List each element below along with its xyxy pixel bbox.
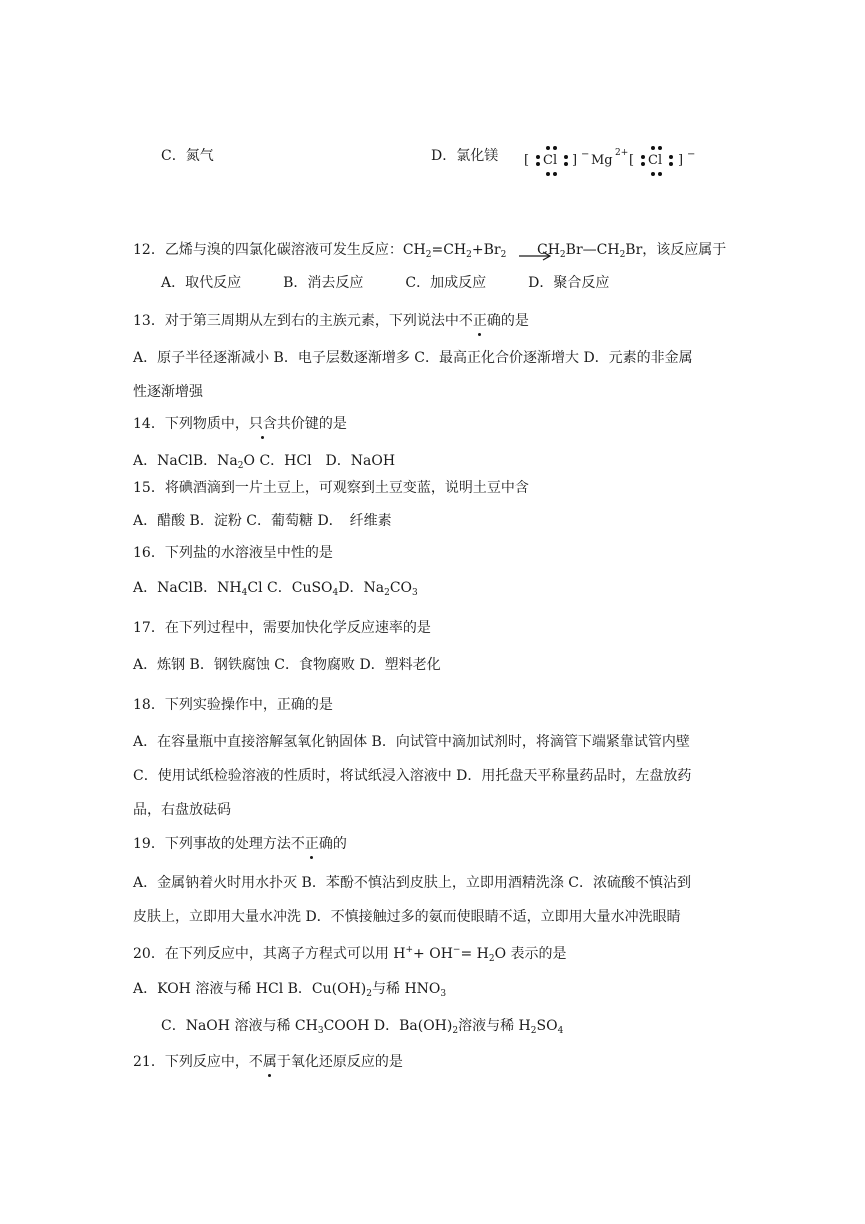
bracket-right: ]: [678, 153, 684, 168]
text-run: C．NaOH 溶液与稀 CH: [161, 1018, 318, 1034]
question-13-options: A．原子半径逐渐减小 B．电子层数逐渐增多 C．最高正化合价逐渐增大 D．元素的非金属: [133, 350, 693, 366]
text-run: = H: [460, 946, 489, 962]
lewis-structure-mgcl2: [520, 140, 710, 184]
question-13-options-cont: 性逐渐增强: [133, 384, 203, 400]
text-run: 共价键的是: [276, 416, 347, 432]
question-19-options-cont: 皮肤上，立即用大量水冲洗 D．不慎接触过多的氨而使眼睛不适，立即用大量水冲洗眼睛: [133, 909, 681, 925]
electron-dot: [536, 155, 540, 159]
question-18-options-end: 品，右盘放砝码: [133, 802, 231, 818]
chlorine-symbol: Cl: [543, 153, 558, 168]
electron-dot: [669, 155, 673, 159]
formula-script: +: [405, 945, 414, 955]
formula-script: −: [452, 945, 461, 955]
text-run: Br—CH: [565, 242, 620, 258]
charge-minus: −: [581, 149, 590, 160]
formula-script: 2: [366, 989, 372, 999]
emphasis-text: 不属于: [248, 1054, 291, 1070]
text-run: A．NaClB．Na: [133, 453, 238, 469]
question-13-stem: [133, 311, 529, 331]
electron-dot: [564, 155, 568, 159]
text-run: =CH: [431, 242, 467, 258]
text-run: O C．HCl D．NaOH: [243, 453, 396, 469]
text-run: 的是: [500, 313, 529, 329]
formula-script: 2: [619, 250, 626, 260]
text-run: CH: [537, 242, 560, 258]
question-15-options: A．醋酸 B．淀粉 C．葡萄糖 D． 纤维素: [133, 513, 392, 529]
question-20-options-cont: [161, 1016, 563, 1041]
text-run: O 表示的是: [494, 946, 567, 962]
text-run: Br，该反应属于: [625, 242, 727, 258]
formula-script: 2: [530, 1026, 537, 1036]
magnesium-symbol: Mg: [591, 153, 613, 168]
question-20-options: [133, 979, 446, 1004]
question-14-options: [133, 451, 395, 476]
text-run: 氧化还原反应的是: [290, 1054, 403, 1070]
emphasis-text: 只含: [248, 416, 277, 432]
formula-script: 2: [559, 250, 566, 260]
bracket-right: ]: [572, 153, 578, 168]
text-run: A．KOH 溶液与稀 HCl B．Cu(OH): [133, 981, 367, 997]
electron-dot: [658, 172, 662, 176]
text-run: 14．下列物质中，: [133, 416, 249, 432]
text-run: 21．下列反应中，: [133, 1054, 249, 1070]
charge-2plus: 2+: [615, 148, 629, 158]
text-run: 19．下列事故的处理方法: [133, 836, 291, 852]
text-run: COOH D．Ba(OH): [323, 1018, 453, 1034]
option-c-nitrogen: C．氮气: [161, 148, 214, 164]
text-run: +Br: [471, 242, 501, 258]
text-run: A．NaClB．NH: [133, 580, 242, 596]
electron-dot: [553, 172, 557, 176]
question-19-stem: [133, 834, 347, 854]
option-d-magnesium-chloride: D．氯化镁: [431, 148, 499, 164]
formula-script: 2: [500, 250, 507, 260]
question-12-stem: [133, 240, 506, 265]
formula-script: 4: [241, 588, 248, 598]
question-20-stem: [133, 940, 567, 969]
text-run: 的: [332, 836, 347, 852]
question-18-options: A．在容量瓶中直接溶解氢氧化钠固体 B．向试管中滴加试剂时，将滴管下端紧靠试管内壁: [133, 734, 690, 750]
text-run: 20．在下列反应中，其离子方程式可以用 H: [133, 946, 406, 962]
question-16-options: [133, 578, 418, 603]
question-12-options: A．取代反应 B．消去反应 C．加成反应 D．聚合反应: [161, 275, 610, 291]
question-14-stem: [133, 414, 347, 434]
bracket-left: [: [524, 153, 530, 168]
text-run: 与稀 HNO: [372, 981, 441, 997]
electron-dot: [564, 162, 568, 166]
chlorine-symbol: Cl: [648, 153, 663, 168]
text-run: 13．对于第三周期从左到右的主族元素，下列说法中: [133, 313, 459, 329]
electron-dot: [641, 162, 645, 166]
question-17-stem: 17．在下列过程中，需要加快化学反应速率的是: [133, 620, 431, 636]
text-run: D．Na: [338, 580, 385, 596]
electron-dot: [669, 162, 673, 166]
question-16-stem: 16．下列盐的水溶液呈中性的是: [133, 545, 333, 561]
electron-dot: [553, 146, 557, 150]
question-18-options-cont: C．使用试纸检验溶液的性质时，将试纸浸入溶液中 D．用托盘天平称量药品时，左盘放药: [133, 768, 692, 784]
formula-script: 2: [237, 461, 244, 471]
question-12-product: [537, 240, 726, 265]
emphasis-text: 不正确: [290, 836, 333, 852]
formula-script: 3: [317, 1026, 324, 1036]
charge-minus: −: [687, 149, 696, 160]
electron-dot: [651, 172, 655, 176]
formula-script: 4: [332, 588, 339, 598]
electron-dot: [536, 162, 540, 166]
text-run: Cl C．CuSO: [247, 580, 333, 596]
formula-script: 3: [440, 989, 447, 999]
formula-script: 4: [557, 1026, 564, 1036]
question-21-stem: [133, 1052, 403, 1072]
emphasis-text: 不正确: [458, 313, 501, 329]
text-run: + OH: [413, 946, 453, 962]
bracket-left: [: [629, 153, 635, 168]
electron-dot: [658, 146, 662, 150]
text-run: 12．乙烯与溴的四氯化碳溶液可发生反应：CH: [133, 242, 426, 258]
text-run: SO: [536, 1018, 558, 1034]
formula-script: 2: [384, 588, 390, 598]
question-15-stem: 15．将碘酒滴到一片土豆上，可观察到土豆变蓝，说明土豆中含: [133, 480, 529, 496]
electron-dot: [546, 146, 550, 150]
electron-dot: [651, 146, 655, 150]
electron-dot: [546, 172, 550, 176]
formula-script: 2: [452, 1026, 459, 1036]
question-19-options: A．金属钠着火时用水扑灭 B．苯酚不慎沾到皮肤上，立即用酒精洗涤 C．浓硫酸不慎沾到: [133, 875, 692, 891]
text-run: 溶液与稀 H: [458, 1018, 531, 1034]
question-17-options: A．炼钢 B．钢铁腐蚀 C．食物腐败 D．塑料老化: [133, 657, 441, 673]
text-run: CO: [389, 580, 413, 596]
formula-script: 3: [412, 588, 418, 598]
electron-dot: [641, 155, 645, 159]
formula-script: 2: [425, 250, 432, 260]
formula-script: 2: [466, 250, 472, 260]
formula-script: 2: [488, 954, 495, 964]
question-18-stem: 18．下列实验操作中，正确的是: [133, 697, 333, 713]
